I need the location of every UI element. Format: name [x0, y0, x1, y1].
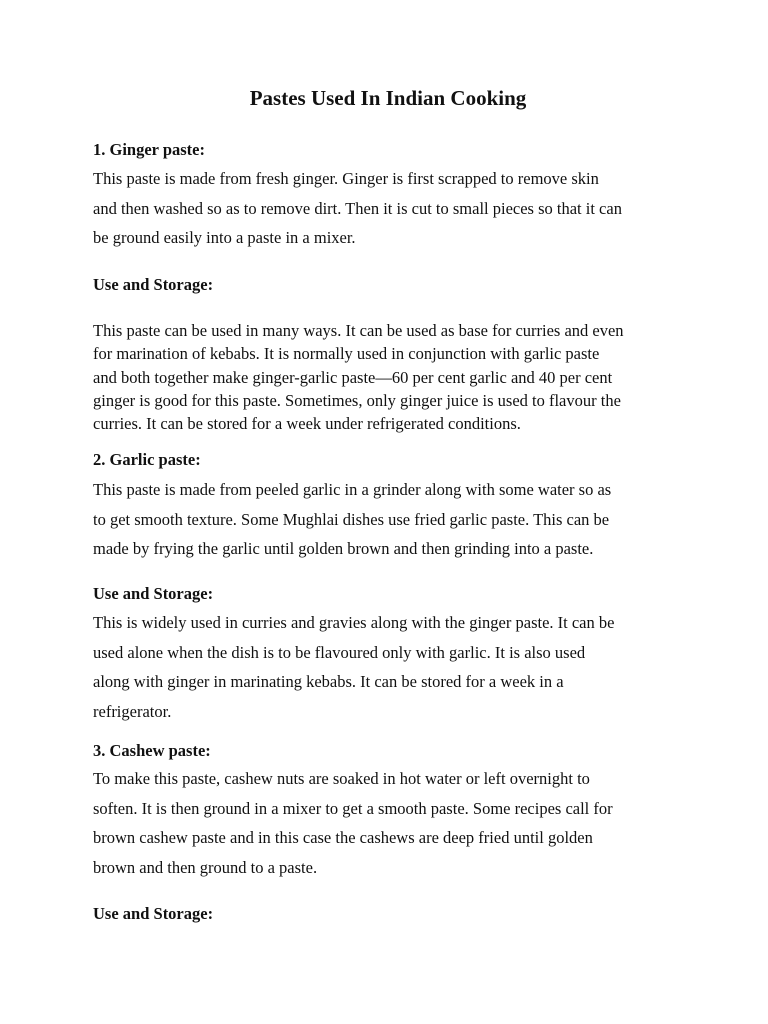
text-line: To make this paste, cashew nuts are soaked in hot water or left overnight to [93, 769, 590, 788]
paragraph-ginger-paste [93, 164, 683, 253]
paragraph-garlic-use-storage [93, 608, 683, 726]
text-line: This paste can be used in many ways. It can be used as base for curries and even [93, 321, 624, 340]
text-line: used alone when the dish is to be flavoured only with garlic. It is also used [93, 642, 586, 662]
text-line: This paste is made from fresh ginger. Ginger is first scrapped to remove skin [93, 169, 599, 188]
text-line: along with ginger in marinating kebabs. It can be stored for a week in a [93, 672, 564, 691]
text-line: brown and then ground to a paste. [93, 857, 318, 877]
paragraph-ginger-use-storage [93, 319, 683, 435]
text-line: and both together make ginger-garlic paste—60 per cent garlic and 40 per cent [93, 367, 613, 387]
section-heading-ginger-paste: 1. Ginger paste: [93, 140, 205, 159]
section-heading-ginger-use-storage: Use and Storage: [93, 275, 214, 294]
text-line: to get smooth texture. Some Mughlai dishes use fried garlic paste. This can be [93, 509, 610, 529]
text-line: made by frying the garlic until golden brown and then grinding into a paste. [93, 539, 594, 558]
text-line: soften. It is then ground in a mixer to get a smooth paste. Some recipes call for [93, 798, 613, 818]
text-line: curries. It can be stored for a week under refrigerated conditions. [93, 414, 521, 434]
section-heading-cashew-use-storage: Use and Storage: [93, 904, 214, 923]
document-title: Pastes Used In Indian Cooking [249, 86, 527, 110]
text-line: ginger is good for this paste. Sometimes, only ginger juice is used to flavour the [93, 390, 621, 410]
text-line: This paste is made from peeled garlic in a grinder along with some water so as [93, 480, 612, 499]
text-line: This is widely used in curries and gravies along with the ginger paste. It can be [93, 613, 615, 632]
text-line: be ground easily into a paste in a mixer. [93, 228, 356, 247]
section-heading-garlic-paste: 2. Garlic paste: [93, 450, 201, 469]
section-heading-cashew-paste: 3. Cashew paste: [93, 741, 211, 760]
paragraph-cashew-paste [93, 764, 683, 882]
section-heading-garlic-use-storage: Use and Storage: [93, 584, 214, 603]
paragraph-garlic-paste [93, 475, 683, 564]
text-line: brown cashew paste and in this case the cashews are deep fried until golden [93, 828, 593, 847]
text-line: for marination of kebabs. It is normally used in conjunction with garlic paste [93, 344, 600, 364]
text-line: refrigerator. [93, 701, 172, 721]
text-line: and then washed so as to remove dirt. Then it is cut to small pieces so that it can [93, 198, 622, 218]
